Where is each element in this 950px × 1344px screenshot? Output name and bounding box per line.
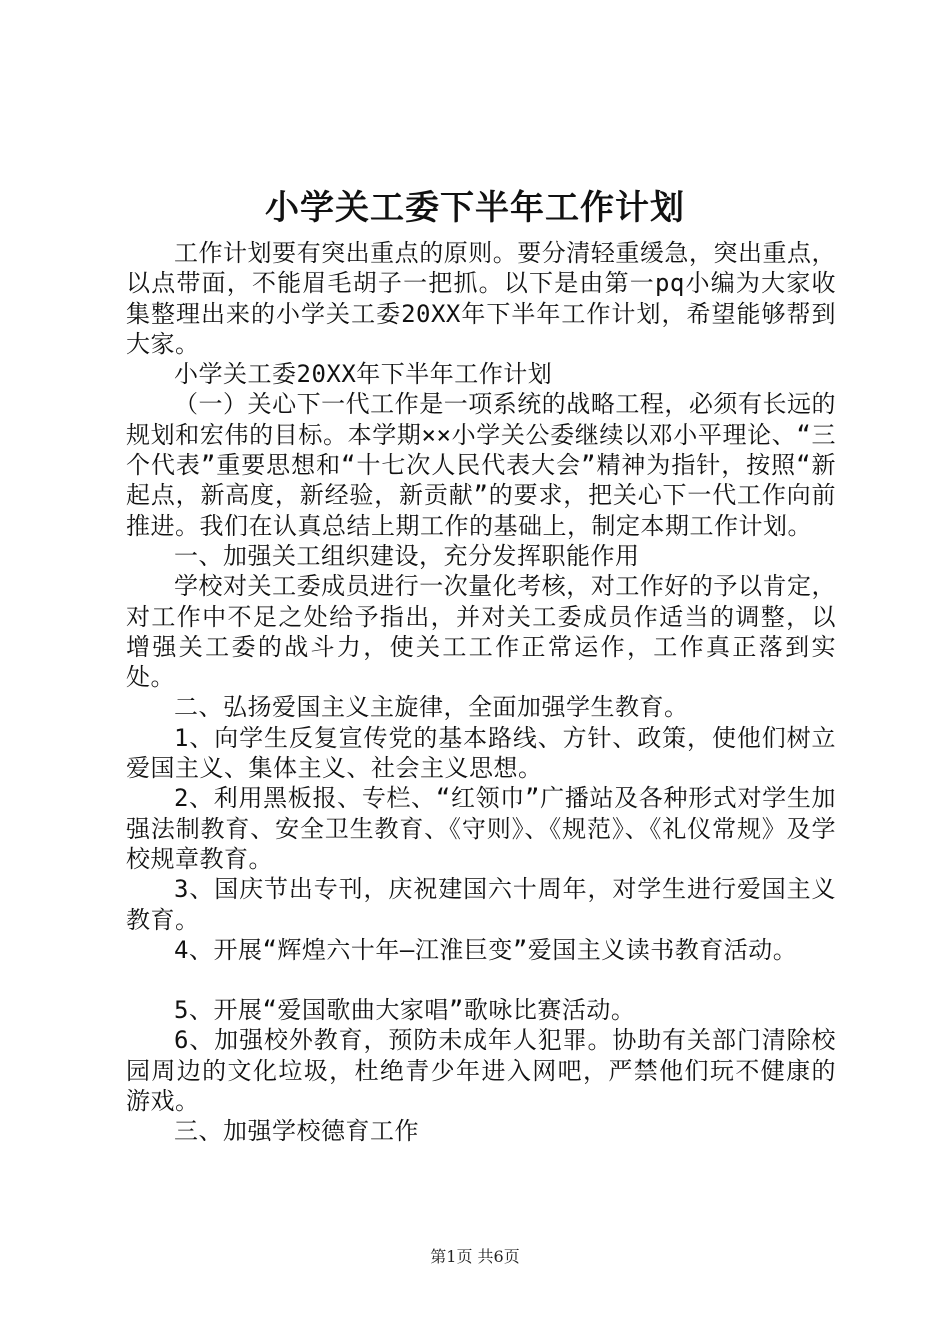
list-item-4: 4、开展“辉煌六十年—江淮巨变”爱国主义读书教育活动。: [174, 935, 798, 964]
intro-paragraph: 工作计划要有突出重点的原则。要分清轻重缓急，突出重点，以点带面，不能眉毛胡子一把抓。以下是由第一pq小编为大家收集整理出来的小学关工委20XX年下半年工作计划，希望能够帮到大家。: [126, 239, 836, 358]
paragraph-section-1: 学校对关工委成员进行一次量化考核，对工作好的予以肯定，对工作中不足之处给予指出，并对关工委成员作适当的调整，以增强关工委的战斗力，使关工工作正常运作，工作真正落到实处。: [126, 572, 836, 692]
list-item-3: 3、国庆节出专刊，庆祝建国六十周年，对学生进行爱国主义教育。: [126, 875, 836, 934]
list-item-6: 6、加强校外教育，预防未成年人犯罪。协助有关部门清除校园周边的文化垃圾，杜绝青少年进入网吧，严禁他们玩不健康的游戏。: [126, 1026, 836, 1116]
section-heading-2: 二、弘扬爱国主义主旋律，全面加强学生教育。: [174, 693, 689, 722]
list-item-1: 1、向学生反复宣传党的基本路线、方针、政策，使他们树立爱国主义、集体主义、社会主义思想。: [126, 723, 836, 783]
section-heading-1: 一、加强关工组织建设，充分发挥职能作用: [174, 541, 640, 570]
paragraph-overview: （一）关心下一代工作是一项系统的战略工程，必须有长远的规划和宏伟的目标。本学期××小学关公委继续以邓小平理论、“三个代表”重要思想和“十七次人民代表大会”精神为指针，按照“新起点，新高度，新经验，新贡献”的要求，把关心下一代工作向前推进。我们在认真总结上期工作的基础上，制定本期工作计划。: [126, 390, 836, 540]
list-item-2: 2、利用黑板报、专栏、“红领巾”广播站及各种形式对学生加强法制教育、安全卫生教育、《守则》、《规范》、《礼仪常规》及学校规章教育。: [126, 784, 836, 873]
document-body: [126, 238, 836, 1147]
list-item-5: 5、开展“爱国歌曲大家唱”歌咏比赛活动。: [174, 996, 636, 1025]
page-number-footer: 第1页 共6页: [430, 1247, 520, 1266]
document-title: 小学关工委下半年工作计划: [265, 188, 685, 228]
section-heading-3: 三、加强学校德育工作: [174, 1117, 419, 1146]
plan-heading: 小学关工委20XX年下半年工作计划: [174, 360, 553, 389]
